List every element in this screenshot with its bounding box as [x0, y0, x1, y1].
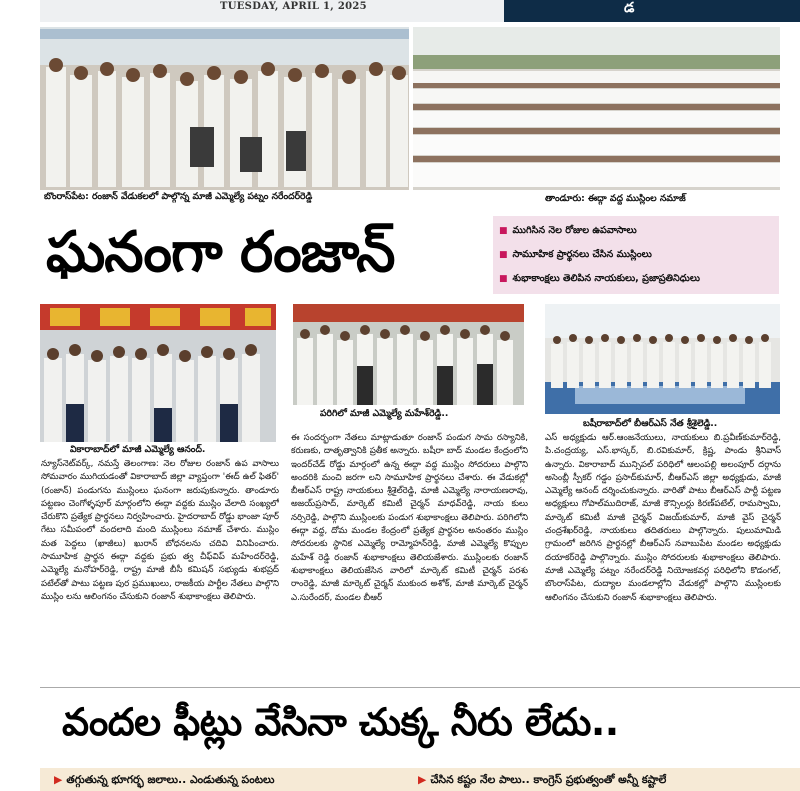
- caption-tandur: తాండూరు: ఈద్గా వద్ద ముస్లింల నమాజ్: [545, 193, 686, 204]
- article-column-2: ఈ సందర్భంగా నేతలు మాట్లాడుతూ రంజాన్ పండుగ సామ రస్యానికి, కరుణకు, దాతృత్వానికి ప్రతీక అన్నారు. బషీరా బాద్ మండల కేంద్రంలోని ఇందర్‌చేడ్ రోడ్డు మార్గంలో ఉన్న ఈద్గా వద్ద ముస్లిం సోదరులు పాల్గొని అందరికి మంచి జరగా లని సామూహిక ప్రార్థనలు చేశారు. ఈ వేడుకల్లో బీఆర్‌ఎస్ రాష్ట్ర నాయకులు శ్రీశైల్‌రెడ్డి, మాజీ ఎమ్మెల్యే నారాయణరావు, అజయ్‌ప్రసాద్, మార్కెట్ కమిటీ చైర్మన్ మాధవ్‌రెడ్డి, నాయ కులు నర్సిరెడ్డి, పాల్గొని ముస్లింలకు పండుగ శుభాకాంక్షలు తెలిపారు. పరిగిలోని ఈద్గా వద్ద, దోమ మండల కేంద్రంలో ప్రత్యేక ప్రార్థనల అనంతరం ముస్లిం సోదరులకు స్థానిక ఎమ్మెల్యే రామ్మోహన్‌రెడ్డి, మాజీ ఎమ్మెల్యే కొప్పుల మహేశ్ రెడ్డి రంజాన్ శుభాకాంక్షలు తెలియజేశారు. ముస్లింలకు రంజాన్ శుభాకాంక్షలు తెలియజేసిన వారిలో మార్కెట్ కమిటీ చైర్మన్ పరశు రాంరెడ్డి, మాజీ మార్కెట్ చైర్మన్ ముకుంద అశోక్, మాజీ మార్కెట్ చైర్మన్ ఎ.సురేందర్, మండల బీఆర్: [291, 433, 528, 603]
- caption-vikarabad: వికారాబాద్‌లో మాజీ ఎమ్మెల్యే ఆనంద్.: [70, 444, 206, 455]
- brand-mark: డ: [624, 0, 635, 16]
- article-column-1: న్యూస్‌నెట్‌వర్క్, నమస్తే తెలంగాణ: నెల రోజుల రంజాన్ ఉప వాసాలు సోమవారం ముగియడంతో వికారాబాద్ జిల్లా వ్యాప్తంగా 'ఈద్ ఉల్ ఫితర్' (రంజాన్) పండుగను ముస్లింలు ఘనంగా జరుపుకున్నారు. తాండూరు పట్టణం చెంగోళ్ళపూర్ మార్గంలోని ఈద్గా వద్దకు ముస్లిం వేలాది సంఖ్యలో చేరుకొని ప్రత్యేక ప్రార్థనలు నిర్వహించారు. హైదరాబాద్ రోడ్డు భాంజా పూర్ గేటు సమీపంలో వందలాది మంది ముస్లింలు నమాజ్ చేశారు. ముస్లిం మత పెద్దలు (ఖాజీలు) ఖురాన్ బోధనలను చదివి వినిపించారు. సామూహిక ప్రార్థన ఈద్గా వద్దకు ప్రభు త్వ చీఫ్‌విప్ మహేందర్‌రెడ్డి, ఎమ్మెల్యే మనోహర్‌రెడ్డి, రాష్ట్ర మాజీ బీసీ కమిషన్ సభ్యుడు శుభప్రద్ పటేల్‌తో పాటు పట్టణ పుర ప్రముఖులు, రాజకీయ పార్టీల నేతలు పాల్గొని ముస్లిం లను ఆలింగనం చేసుకుని రంజాన్ శుభాకాంక్షలు తెలిపారు.: [41, 459, 279, 602]
- photo-crowd-4: [293, 304, 524, 405]
- photo-basheerabad: [545, 304, 780, 414]
- article-column-3: ఎస్ అధ్యక్షుడు ఆర్.ఆంజనేయులు, నాయకులు బి.ప్రవీణ్‌కుమార్‌రెడ్డి, పి.చంద్రయ్య, ఎస్.భాస్కర్, బి.రవికుమార్, క్రిష్ణ, పాండు శ్రీనివాస్ ఉన్నారు. వికారాబాద్ మున్సిపల్ పరిధిలో ఆలంపల్లి అలంపూర్ దర్గాను అసెంబ్లీ స్పీకర్ గడ్డం ప్రసాద్‌కుమార్, బీఆర్‌ఎస్ జిల్లా అధ్యక్షుడు, మాజీ ఎమ్మెల్యే ఆనంద్ దర్శించుకున్నారు. వారితో పాటు బీఆర్‌ఎస్ పార్టీ పట్టణ అధ్యక్షులు గోపాల్‌ముదిరాజ్, మాజీ కౌన్సిలర్లు కిరణ్‌పటేల్, రామస్వామి, మార్కెట్ కమిటీ మాజీ చైర్మన్ విజయ్‌కుమార్, మాజీ వైస్ చైర్మన్ చంద్రశేఖర్‌రెడ్డి, నాయకులు తదితరులు పాల్గొన్నారు. పులుమామిడి గ్రామంలో జరిగిన ప్రార్థనల్లో బీఆర్‌ఎస్ నవాబుపేట మండల అధ్యక్షుడు దయాకర్‌రెడ్డి పాల్గొన్నారు. ముస్లిం సోదరులకు శుభాకాంక్షలు తెలిపారు. మాజీ ఎమ్మెల్యే పట్నం నరేందర్‌రెడ్డి నియోజకవర్గ పరిధిలోని కొడంగల్, బొంరాస్‌పేట, దుద్యాల మండలాల్లోని వేడుకల్లో పాల్గొని ముస్లింలకు ఆలింగనం చేసుకుని రంజాన్ శుభాకాంక్షలు తెలిపారు.: [545, 433, 781, 603]
- photo-crowd-2: [413, 27, 780, 190]
- brand-block: [504, 0, 800, 22]
- caption-basheerabad: బషీరాబాద్‌లో బీఆర్‌ఎస్ నేత శ్రీశైలెడ్డి..: [583, 418, 718, 429]
- masthead-bar: [40, 0, 800, 22]
- section-divider: [40, 687, 800, 688]
- caption-bomraspet: బొంరాస్‌పేట: రంజాన్ వేడుకలలో పాల్గొన్న మాజీ ఎమ్మెల్యే పట్నం నరేందర్‌రెడ్డి: [44, 191, 313, 202]
- photo-vikarabad: [40, 304, 276, 442]
- arrow-icon: ▶: [418, 773, 427, 786]
- arrow-icon: ▶: [54, 773, 63, 786]
- strap-segment-2: [418, 768, 666, 791]
- strap-text-1: తగ్గుతున్న భూగర్భ జలాలు.. ఎండుతున్న పంటలు: [66, 773, 275, 786]
- strap-text-2: చేసిన కష్టం నేల పాలు.. కాంగ్రెస్ ప్రభుత్వంతో అన్నీ కష్టాలే: [430, 773, 667, 786]
- photo-tandur: [413, 27, 780, 190]
- main-headline: ఘనంగా రంజాన్: [46, 220, 395, 285]
- photo-crowd-1: [40, 27, 409, 190]
- photo-crowd-5: [545, 304, 780, 414]
- issue-date: TUESDAY, APRIL 1, 2025: [220, 1, 367, 12]
- photo-parigi: [293, 304, 524, 405]
- second-headline: వందల ఫీట్లు వేసినా చుక్క నీరు లేదు..: [62, 700, 619, 744]
- highlight-item: ■ శుభాకాంక్షలు తెలిపిన నాయకులు, ప్రజాప్రతినిధులు: [499, 267, 773, 291]
- photo-bomraspet: [40, 27, 409, 190]
- highlight-item: ■ ముగిసిన నెల రోజుల ఉపవాసాలు: [499, 219, 773, 243]
- photo-crowd-3: [40, 304, 276, 442]
- highlights-box: [493, 216, 779, 294]
- caption-parigi: పరిగిలో మాజీ ఎమ్మెల్యే మహేశ్‌రెడ్డి..: [320, 408, 449, 419]
- highlight-item: ■ సామూహిక ప్రార్థనలు చేసిన ముస్లింలు: [499, 243, 773, 267]
- sub-strap: [40, 768, 800, 791]
